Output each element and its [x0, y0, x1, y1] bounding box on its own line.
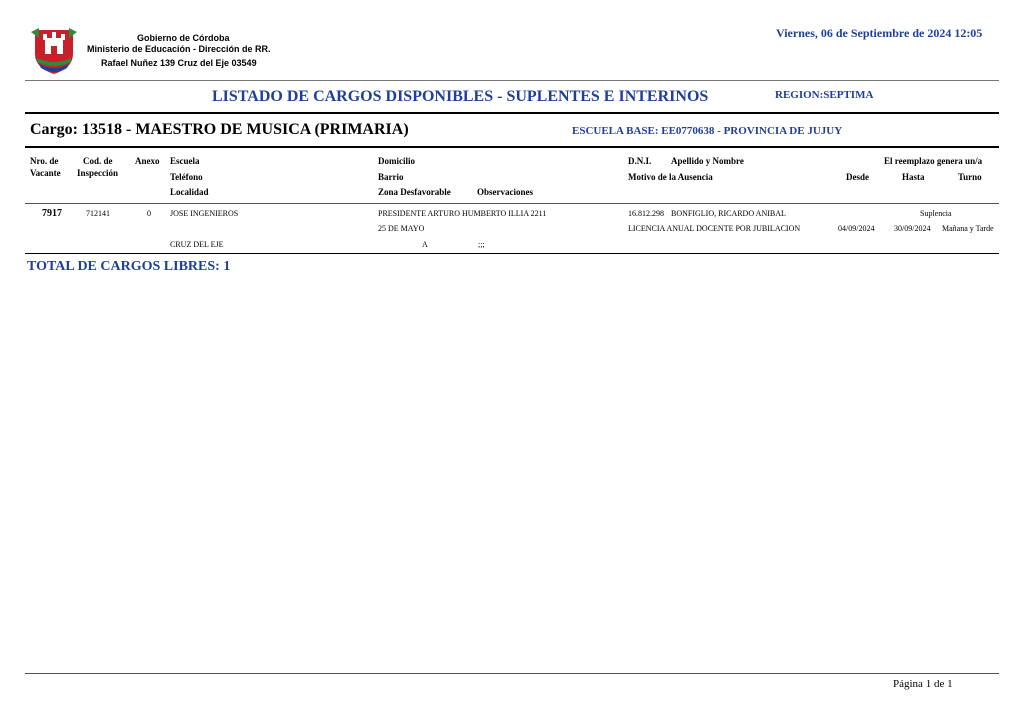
row-nombre: BONFIGLIO, RICARDO ANIBAL: [671, 209, 786, 218]
total-cargos-libres: TOTAL DE CARGOS LIBRES: 1: [27, 259, 231, 274]
row-desde: 04/09/2024: [838, 224, 875, 233]
row-localidad: CRUZ DEL EJE: [170, 240, 224, 249]
row-escuela: JOSE INGENIEROS: [170, 209, 239, 218]
row-barrio: 25 DE MAYO: [378, 224, 425, 233]
col-nro-vacante-2: Vacante: [30, 168, 61, 178]
col-hasta: Hasta: [902, 172, 925, 182]
report-datetime: Viernes, 06 de Septiembre de 2024 12:05: [776, 26, 983, 40]
col-zona-desfavorable: Zona Desfavorable: [378, 187, 451, 197]
col-observaciones: Observaciones: [477, 187, 533, 197]
col-motivo-ausencia: Motivo de la Ausencia: [628, 172, 713, 182]
row-hasta: 30/09/2024: [894, 224, 931, 233]
row-zona: A: [422, 240, 428, 249]
col-reemplazo: El reemplazo genera un/a: [884, 156, 983, 166]
row-observaciones: ;;;: [478, 240, 485, 249]
col-cod-inspeccion-1: Cod. de: [83, 156, 113, 166]
col-anexo: Anexo: [135, 156, 160, 166]
footer-divider: [25, 673, 999, 674]
row-reemplazo: Suplencia: [920, 209, 952, 218]
row-motivo: LICENCIA ANUAL DOCENTE POR JUBILACION: [628, 224, 801, 233]
col-desde: Desde: [846, 172, 869, 182]
title-divider: [25, 112, 999, 114]
row-cod-inspeccion: 712141: [86, 209, 110, 218]
page-number: Página 1 de 1: [893, 678, 953, 690]
cargo-label: Cargo: 13518 - MAESTRO DE MUSICA (PRIMARIA): [30, 121, 409, 138]
header-divider: [25, 80, 999, 81]
col-cod-inspeccion-2: Inspección: [77, 168, 119, 178]
region-label: REGION:SEPTIMA: [775, 89, 874, 101]
row-turno: Mañana y Tarde: [942, 224, 994, 233]
col-localidad: Localidad: [170, 187, 209, 197]
row-domicilio: PRESIDENTE ARTURO HUMBERTO ILLIA 2211: [378, 209, 547, 218]
col-dni: D.N.I.: [628, 156, 652, 166]
col-apellido-nombre: Apellido y Nombre: [671, 156, 744, 166]
cargo-divider: [25, 146, 999, 148]
col-turno: Turno: [958, 172, 982, 182]
row-nro-vacante: 7917: [42, 208, 62, 219]
col-escuela: Escuela: [170, 156, 200, 166]
org-line-address: Rafael Nuñez 139 Cruz del Eje 03549: [101, 58, 257, 68]
col-barrio: Barrio: [378, 172, 404, 182]
report-title: LISTADO DE CARGOS DISPONIBLES - SUPLENTES E INTERINOS: [212, 88, 709, 105]
col-nro-vacante-1: Nro. de: [30, 156, 59, 166]
cordoba-coat-of-arms-logo: [27, 24, 81, 78]
org-line-government: Gobierno de Córdoba: [137, 33, 230, 43]
rows-divider: [25, 253, 999, 254]
col-domicilio: Domicilio: [378, 156, 415, 166]
columns-divider: [25, 203, 999, 204]
org-line-ministry: Ministerio de Educación - Dirección de RR.: [87, 44, 271, 54]
col-telefono: Teléfono: [170, 172, 203, 182]
row-dni: 16.812.298: [628, 209, 664, 218]
row-anexo: 0: [147, 209, 151, 218]
escuela-base-label: ESCUELA BASE: EE0770638 - PROVINCIA DE JUJUY: [572, 125, 843, 137]
